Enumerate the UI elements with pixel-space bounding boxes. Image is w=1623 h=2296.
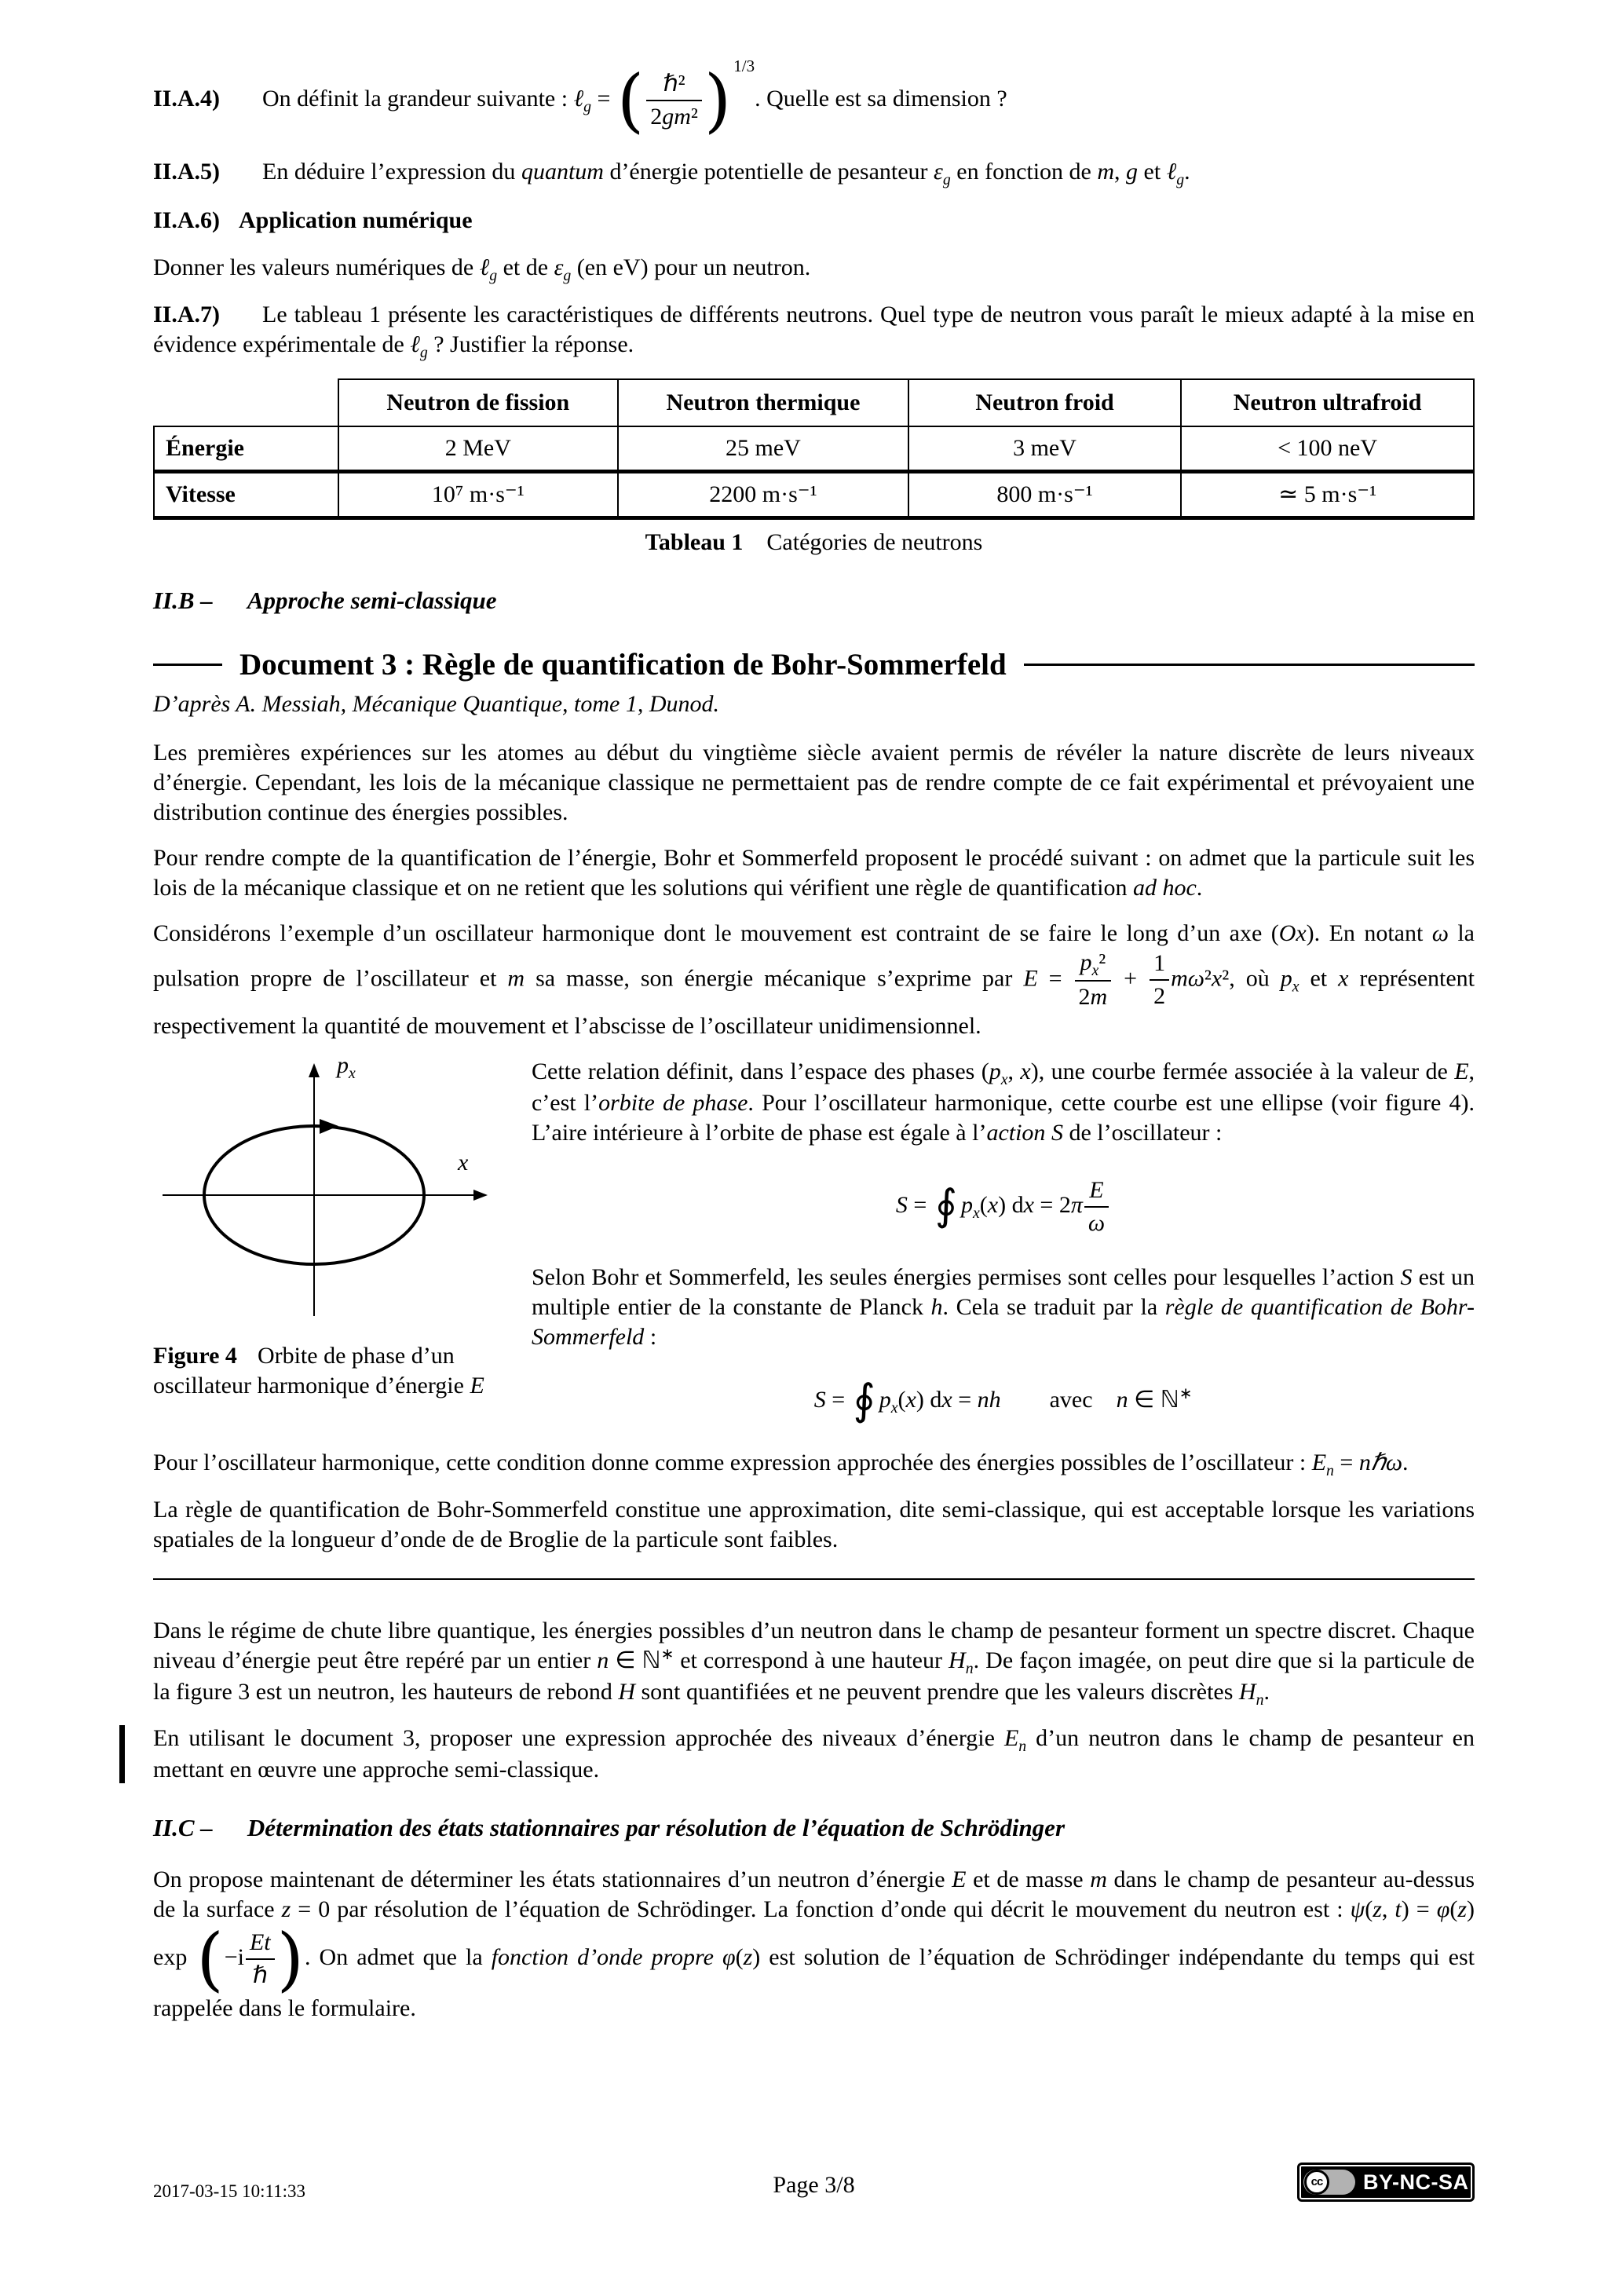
doc3-source: D’après A. Messiah, Mécanique Quantique, tome 1, Dunod. xyxy=(153,690,719,717)
license-badge xyxy=(1297,2163,1475,2202)
section-IIC-heading xyxy=(153,1813,1475,1843)
title-rule-right xyxy=(1024,664,1475,666)
question-text: En déduire l’expression du quantum d’énergie potentielle de pesanteur $\varepsilon_g$ en fonction de m, g et ℓ$_g$. xyxy=(262,159,1190,189)
cc-pill xyxy=(1303,2170,1355,2195)
table-cell: 25 meV xyxy=(618,426,908,472)
table-cell: 2200 m·s⁻¹ xyxy=(618,471,908,517)
table-cell: 800 m·s⁻¹ xyxy=(908,471,1181,517)
table-cell: < 100 neV xyxy=(1181,426,1474,472)
change-bar xyxy=(119,1725,125,1783)
question-text: On définit la grandeur suivante : ℓ$_g$ = ( ℏ² 2gm² ) 1/3. Quelle est sa dimension ? xyxy=(262,57,1007,141)
doc3-paragraph-5: Selon Bohr et Sommerfeld, les seules énergies permises sont celles pour lesquelles l’action S est un multiple entier de la constante de Planck h. Cela se traduit par la règle de quantification de Bohr-Sommerfeld : xyxy=(532,1264,1475,1351)
table-caption-text: Catégories de neutrons xyxy=(766,528,983,555)
table-row xyxy=(154,471,1474,517)
question-IIA6-instruction: Donner les valeurs numériques de ℓ$_g$ et de $\varepsilon_g$ (en eV) pour un neutron. xyxy=(153,254,811,284)
doc3-end-rule xyxy=(153,1578,1475,1580)
equation-bohr-sommerfeld: S = ∮ $p_x(x)$ dx = nh avec n ∈ ℕ∗ xyxy=(813,1377,1193,1424)
license-label: BY-NC-SA xyxy=(1363,2170,1469,2194)
table-cell: 3 meV xyxy=(908,426,1181,472)
figure-row xyxy=(153,1052,1475,1448)
table-caption xyxy=(153,528,1475,558)
doc3-paragraph-4: Cette relation définit, dans l’espace des phases ($p_x$, x), une courbe fermée associée à la valeur de E, c’est l’orbite de phase. Pour l’oscillateur harmonique, cette courbe est une ellipse (voir figure 4). L’aire intérieure à l’orbite de phase est égale à l’action S de l’oscillateur : xyxy=(532,1058,1475,1146)
table-cell: 10⁷ m·s⁻¹ xyxy=(338,471,618,517)
doc3-paragraph-7: La règle de quantification de Bohr-Sommerfeld constitue une approximation, dite semi-classique, qui est acceptable lorsque les variations spatiales de la longueur d’onde de de Broglie de la particule sont faibles. xyxy=(153,1496,1475,1552)
doc3-paragraph-2: Pour rendre compte de la quantification de l’énergie, Bohr et Sommerfeld proposent le procédé suivant : on admet que la particule suit les lois de la mécanique classique et on ne retient que les solutions qui vérifient une règle de quantification ad hoc. xyxy=(153,844,1475,901)
section-number: II.C – xyxy=(153,1814,213,1842)
table-col-header: Neutron de fission xyxy=(338,379,618,426)
table-corner-cell xyxy=(154,379,338,426)
section-number: II.B – xyxy=(153,586,213,614)
page-footer xyxy=(153,2161,1475,2211)
cc-icon: cc xyxy=(1304,2170,1329,2195)
x-axis-arrow xyxy=(473,1190,488,1201)
figure-4 xyxy=(153,1052,508,1448)
section-IIC-paragraph: On propose maintenant de déterminer les états stationnaires d’un neutron d’énergie E et de masse m dans le champ de pesanteur au-dessus de la surface z = 0 par résolution de l’équation de Schrödinger. La fonction d’onde qui décrit le mouvement du neutron est : ψ(z, t) = φ(z) exp (−i Et ℏ ). On admet que la fonction d’onde propre φ(z) est solution de l’équation de Schrödinger indépendante du temps qui est rappelée dans le formulaire. xyxy=(153,1866,1475,2022)
question-IIA5 xyxy=(153,157,1475,188)
phase-orbit-plot xyxy=(153,1052,491,1318)
phase-orbit-svg xyxy=(153,1057,491,1318)
question-number: II.A.5) xyxy=(153,159,221,185)
table-row-label: Énergie xyxy=(154,426,338,472)
question-number: II.A.6) xyxy=(153,207,221,233)
table-cell: ≃ 5 m·s⁻¹ xyxy=(1181,471,1474,517)
figure-y-axis-label: $p_x$ xyxy=(337,1052,356,1083)
figure-caption-label: Figure 4 xyxy=(153,1343,237,1369)
table-cell: 2 MeV xyxy=(338,426,618,472)
doc3-paragraph-3: Considérons l’exemple d’un oscillateur harmonique dont le mouvement est contraint de se faire le long d’un axe (Ox). En notant ω la pulsation propre de l’oscillateur et m sa masse, son énergie mécanique s’exprime par E = $\frac{p_x^2}{2m}$ + $\frac{1}{2}$ mω²x², où $p_x$ et x représentent respectivement la quantité de mouvement et l’abscisse de l’oscillateur unidimensionnel. xyxy=(153,919,1475,1040)
table-col-header: Neutron thermique xyxy=(618,379,908,426)
figure-caption xyxy=(153,1341,503,1401)
figure-x-axis-label: x xyxy=(458,1150,469,1176)
free-fall-paragraph: Dans le régime de chute libre quantique, les énergies possibles d’un neutron dans le champ de pesanteur forment un spectre discret. Chaque niveau d’énergie peut être repéré par un entier n ∈ ℕ∗ et correspond à une hauteur $H_n$. De façon imagée, on peut dire que si la particule de la figure 3 est un neutron, les hauteurs de rebond H sont quantifiées et ne peuvent prendre que les valeurs discrètes $H_n$. xyxy=(153,1617,1475,1709)
table-row xyxy=(154,426,1474,472)
question-IIA4 xyxy=(153,57,1475,141)
section-IIB-heading xyxy=(153,586,1475,616)
title-rule-left xyxy=(153,664,222,666)
figure-side-text xyxy=(508,1057,1475,1448)
timestamp: 2017-03-15 10:11:33 xyxy=(153,2181,305,2201)
section-title: Approche semi-classique xyxy=(247,586,497,614)
doc3-paragraph-1: Les premières expériences sur les atomes au début du vingtième siècle avaient permis de révéler la nature discrète de leurs niveaux d’énergie. Cependant, les lois de la mécanique classique ne permettaient pas de rendre compte de ce fait expérimental et prévoyaient une distribution continue des énergies possibles. xyxy=(153,739,1475,825)
task-paragraph: En utilisant le document 3, proposer une expression approchée des niveaux d’énergie $E_n$ d’un neutron dans le champ de pesanteur en mettant en œuvre une approche semi-classique. xyxy=(153,1725,1475,1783)
table-caption-label: Tableau 1 xyxy=(645,528,744,555)
question-text: Le tableau 1 présente les caractéristiques de différents neutrons. Quel type de neutron vous paraît le mieux adapté à la mise en évidence expérimentale de ℓ$_g$ ? Justifier la réponse. xyxy=(153,301,1475,361)
page-number: Page 3/8 xyxy=(773,2172,855,2198)
orbit-direction-arrow xyxy=(320,1119,338,1134)
question-number: II.A.7) xyxy=(153,301,221,327)
section-title: Détermination des états stationnaires par résolution de l’équation de Schrödinger xyxy=(247,1814,1066,1842)
table-col-header: Neutron froid xyxy=(908,379,1181,426)
doc3-title-row xyxy=(153,647,1475,683)
question-IIA7 xyxy=(153,300,1475,361)
table-row-label: Vitesse xyxy=(154,471,338,517)
y-axis-arrow xyxy=(309,1063,320,1077)
question-IIA6 xyxy=(153,206,1475,236)
question-number: II.A.4) xyxy=(153,86,221,112)
neutron-table xyxy=(153,378,1475,520)
table-col-header: Neutron ultrafroid xyxy=(1181,379,1474,426)
doc3-title: Document 3 : Règle de quantification de Bohr-Sommerfeld xyxy=(239,647,1007,682)
doc3-paragraph-6: Pour l’oscillateur harmonique, cette condition donne comme expression approchée des énergies possibles de l’oscillateur : $E_n$ = nℏω. xyxy=(153,1450,1409,1480)
question-subtitle: Application numérique xyxy=(239,207,473,233)
table-header-row xyxy=(154,379,1474,426)
figure-caption-text: Orbite de phase d’un oscillateur harmonique d’énergie E xyxy=(153,1343,484,1399)
license-badge-inner xyxy=(1299,2165,1472,2199)
revision-marked-paragraph xyxy=(153,1724,1475,1785)
equation-action: S = ∮ $p_x(x)$ dx = 2π $\frac{E}{\omega}$ xyxy=(532,1176,1475,1238)
